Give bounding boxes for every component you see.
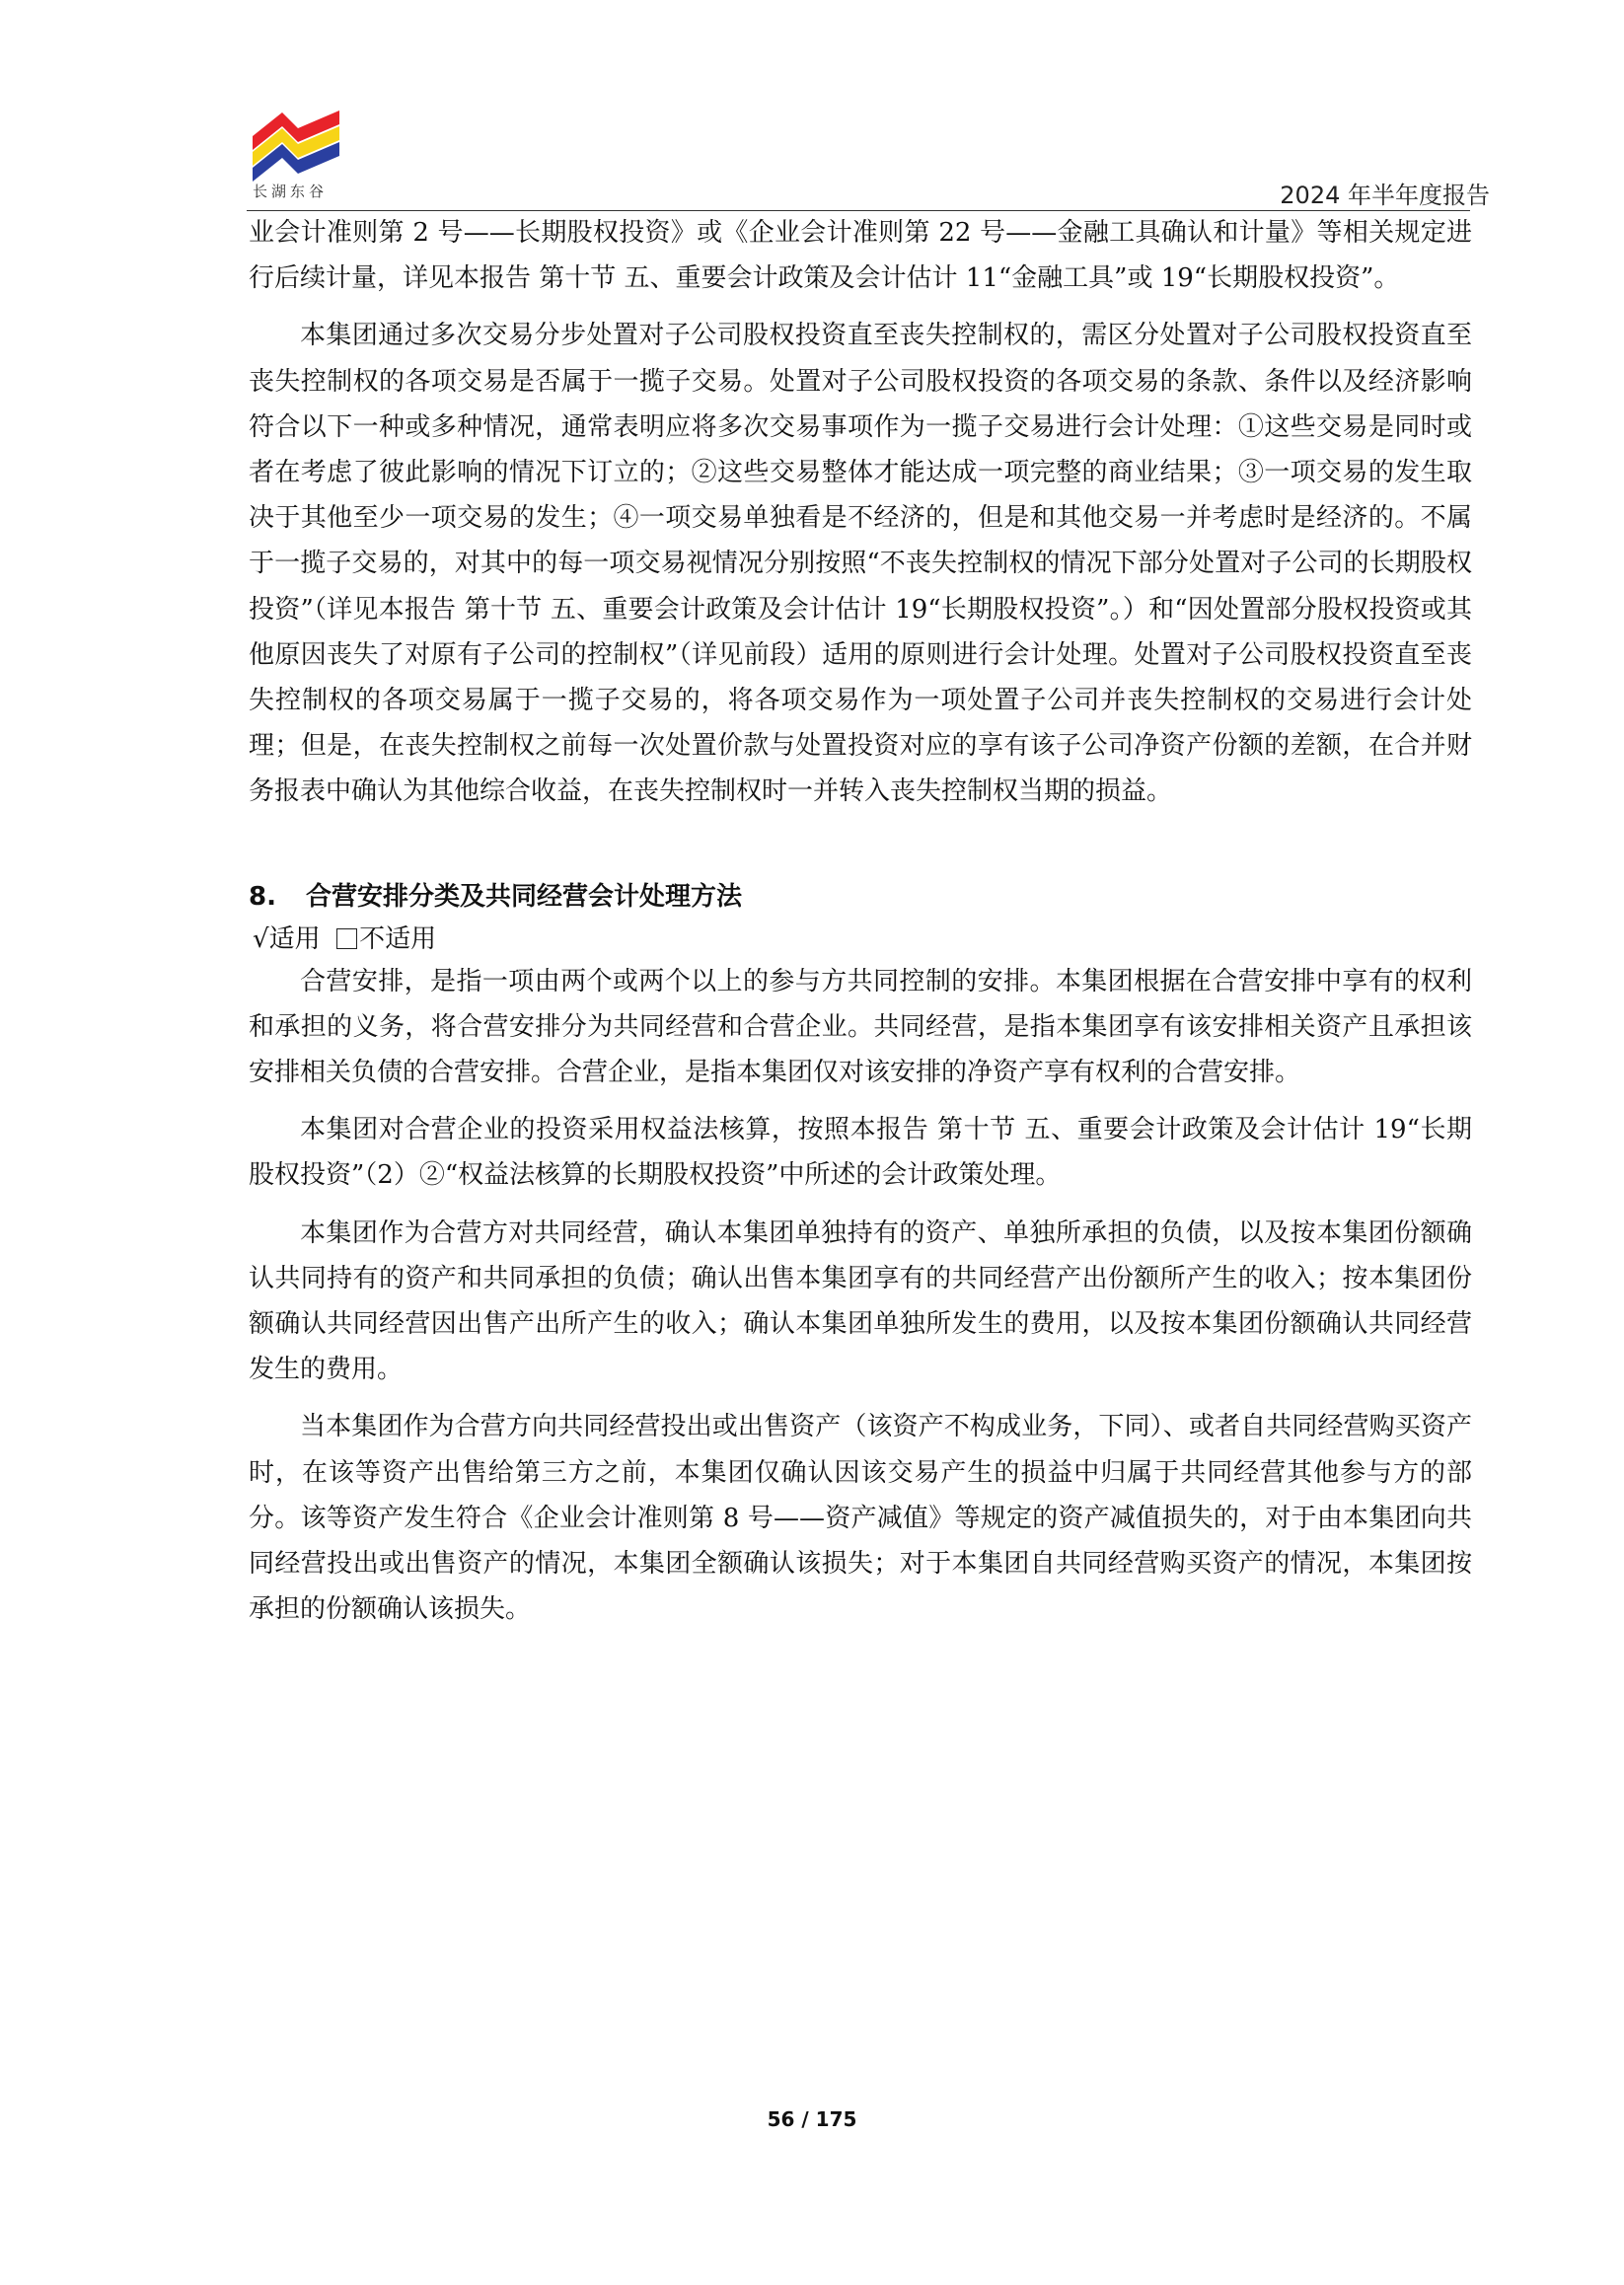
paragraph: 本集团对合营企业的投资采用权益法核算，按照本报告 第十节 五、重要会计政策及会计估计 19“长期股权投资”（2）②“权益法核算的长期股权投资”中所述的会计政策处理。 [249, 1115, 1472, 1191]
paragraph: 当本集团作为合营方向共同经营投出或出售资产（该资产不构成业务，下同）、或者自共同经营购买资产时，在该等资产出售给第三方之前，本集团仅确认因该交易产生的损益中归属于共同经营其他参与方的部分。该等资产发生符合《企业会计准则第 8 号——资产减值》等规定的资产减值损失的，对于由本集团向共同经营投出或出售资产的情况，本集团全额确认该损失；对于本集团自共同经营购买资产的情况，本集团按承担的份额确认该损失。 [249, 1412, 1472, 1625]
paragraph-continued: 业会计准则第 2 号——长期股权投资》或《企业会计准则第 22 号——金融工具确认和计量》等相关规定进行后续计量，详见本报告 第十节 五、重要会计政策及会计估计 11“金融工具”或 19“长期股权投资”。 [249, 218, 1472, 294]
applicable-label: 适用 [268, 923, 321, 954]
section-number: 8. [249, 881, 276, 912]
section-title: 合营安排分类及共同经营会计处理方法 [306, 881, 743, 912]
empty-checkbox-icon [336, 928, 357, 949]
paragraph: 合营安排，是指一项由两个或两个以上的参与方共同控制的安排。本集团根据在合营安排中享有的权利和承担的义务，将合营安排分为共同经营和合营企业。共同经营，是指本集团享有该安排相关资产且承担该安排相关负债的合营安排。合营企业，是指本集团仅对该安排的净资产享有权利的合营安排。 [249, 966, 1472, 1088]
check-mark-icon: √ [253, 923, 269, 954]
page-number: 56 / 175 [767, 2107, 857, 2131]
report-title: 2024 年半年度报告 [1280, 182, 1490, 209]
paragraph: 本集团作为合营方对共同经营，确认本集团单独持有的资产、单独所承担的负债，以及按本集团份额确认共同持有的资产和共同承担的负债；确认出售本集团享有的共同经营产出份额所产生的收入；按本集团份额确认共同经营因出售产出所产生的收入；确认本集团单独所发生的费用，以及按本集团份额确认共同经营发生的费用。 [249, 1217, 1472, 1385]
not-applicable-label: 不适用 [359, 923, 437, 954]
logo-text: 长湖东谷 [253, 183, 329, 200]
section-heading [249, 874, 1472, 920]
document-body [249, 210, 1472, 1632]
paragraph: 本集团通过多次交易分步处置对子公司股权投资直至丧失控制权的，需区分处置对子公司股权投资直至丧失控制权的各项交易是否属于一揽子交易。处置对子公司股权投资的各项交易的条款、条件以及经济影响符合以下一种或多种情况，通常表明应将多次交易事项作为一揽子交易进行会计处理：①这些交易是同时或者在考虑了彼此影响的情况下订立的；②这些交易整体才能达成一项完整的商业结果；③一项交易的发生取决于其他至少一项交易的发生；④一项交易单独看是不经济的，但是和其他交易一并考虑时是经济的。不属于一揽子交易的，对其中的每一项交易视情况分别按照“不丧失控制权的情况下部分处置对子公司的长期股权投资”（详见本报告 第十节 五、重要会计政策及会计估计 19“长期股权投资”。）和“因处置部分股权投资或其他原因丧失了对原有子公司的控制权”（详见前段）适用的原则进行会计处理。处置对子公司股权投资直至丧失控制权的各项交易属于一揽子交易的，将各项交易作为一项处置子公司并丧失控制权的交易进行会计处理；但是，在丧失控制权之前每一次处置价款与处置投资对应的享有该子公司净资产份额的差额，在合并财务报表中确认为其他综合收益，在丧失控制权时一并转入丧失控制权当期的损益。 [249, 321, 1472, 807]
applicability-options [253, 920, 1472, 959]
